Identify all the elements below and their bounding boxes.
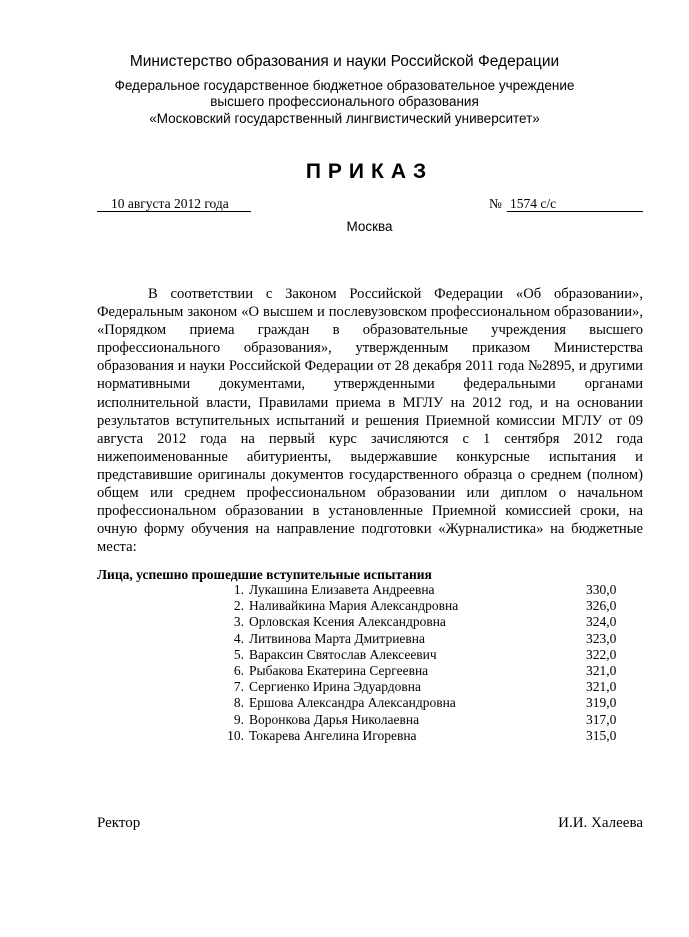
list-item-number: 2. bbox=[233, 598, 244, 614]
order-number-sign: № bbox=[489, 196, 502, 211]
list-item-number: 5. bbox=[233, 646, 244, 662]
list-item-name: Рыбакова Екатерина Сергеевна bbox=[249, 662, 429, 678]
list-item-score: 323,0 bbox=[586, 630, 617, 646]
list-item-name: Лукашина Елизавета Андреевна bbox=[249, 582, 435, 597]
institution-line-1: Федеральное государственное бюджетное образовательное учреждение bbox=[114, 78, 575, 93]
list-item-number: 1. bbox=[233, 582, 244, 597]
order-date: 10 августа 2012 года bbox=[97, 196, 251, 212]
order-city: Москва bbox=[346, 219, 393, 234]
applicant-list bbox=[0, 582, 689, 744]
order-title: ПРИКАЗ bbox=[305, 160, 434, 183]
list-item bbox=[0, 631, 689, 647]
list-item-score: 330,0 bbox=[586, 582, 617, 597]
order-number: 1574 с/с bbox=[507, 196, 643, 212]
list-item bbox=[0, 679, 689, 695]
list-item-name: Воронкова Дарья Николаевна bbox=[249, 711, 420, 727]
list-item-number: 7. bbox=[233, 679, 244, 695]
list-item bbox=[0, 712, 689, 728]
list-item-name: Ершова Александра Александровна bbox=[249, 695, 456, 711]
list-item bbox=[0, 598, 689, 614]
list-item-name: Литвинова Марта Дмитриевна bbox=[249, 630, 426, 646]
list-item bbox=[0, 582, 689, 598]
list-item-number: 3. bbox=[233, 614, 244, 630]
institution-line-2: высшего профессионального образования bbox=[210, 94, 479, 109]
list-item-name: Токарева Ангелина Игоревна bbox=[249, 727, 417, 743]
ministry-name: Министерство образования и науки Российской Федерации bbox=[129, 53, 560, 70]
list-item-number: 9. bbox=[233, 711, 244, 727]
list-item bbox=[0, 695, 689, 711]
list-item-score: 319,0 bbox=[586, 695, 617, 711]
list-item-score: 321,0 bbox=[586, 662, 617, 678]
list-heading: Лица, успешно прошедшие вступительные испытания bbox=[97, 567, 432, 582]
order-body-text: В соответствии с Законом Российской Федерации «Об образовании», Федеральным законом «О высшем и послевузовском профессиональном образовании», «Порядком приема граждан в образовательные учреждения высшего профессионального образования», утвержденным приказом Министерства образования и науки Российской Федерации от 28 декабря 2011 года №2895, и другими нормативными документами, утвержденными федеральными органами исполнительной власти, Правилами приема в МГЛУ на 2012 год, и на основании результатов вступительных испытаний и решения Приемной комиссии МГЛУ от 09 августа 2012 года на первый курс зачисляются с 1 сентября 2012 года нижепоименованные абитуриенты, выдержавшие конкурсные испытания и представившие оригиналы документов государственного образца о среднем (полном) общем или среднем профессиональном образовании или диплом о начальном профессиональном образовании в установленные Приемной комиссией сроки, на очную форму обучения на направление подготовки «Журналистика» на бюджетные места: bbox=[97, 286, 643, 556]
list-item-score: 315,0 bbox=[586, 727, 617, 743]
list-item-number: 10. bbox=[227, 727, 244, 743]
list-item-score: 321,0 bbox=[586, 679, 617, 695]
signatory-name: И.И. Халеева bbox=[558, 815, 643, 831]
list-item bbox=[0, 728, 689, 744]
list-item-number: 4. bbox=[233, 630, 244, 646]
list-item-name: Сергиенко Ирина Эдуардовна bbox=[249, 679, 421, 695]
list-item-score: 324,0 bbox=[586, 614, 617, 630]
list-item bbox=[0, 647, 689, 663]
list-item bbox=[0, 663, 689, 679]
list-item-name: Вараксин Святослав Алексеевич bbox=[249, 646, 437, 662]
list-item-number: 6. bbox=[233, 662, 244, 678]
institution-line-3: «Московский государственный лингвистический университет» bbox=[149, 111, 540, 126]
list-item-score: 317,0 bbox=[586, 711, 617, 727]
list-item-score: 322,0 bbox=[586, 646, 617, 662]
list-item-name: Орловская Ксения Александровна bbox=[249, 614, 446, 630]
signatory-title: Ректор bbox=[97, 815, 141, 831]
list-item-number: 8. bbox=[233, 695, 244, 711]
list-item-name: Наливайкина Мария Александровна bbox=[249, 598, 459, 614]
list-item-score: 326,0 bbox=[586, 598, 617, 614]
list-item bbox=[0, 614, 689, 630]
